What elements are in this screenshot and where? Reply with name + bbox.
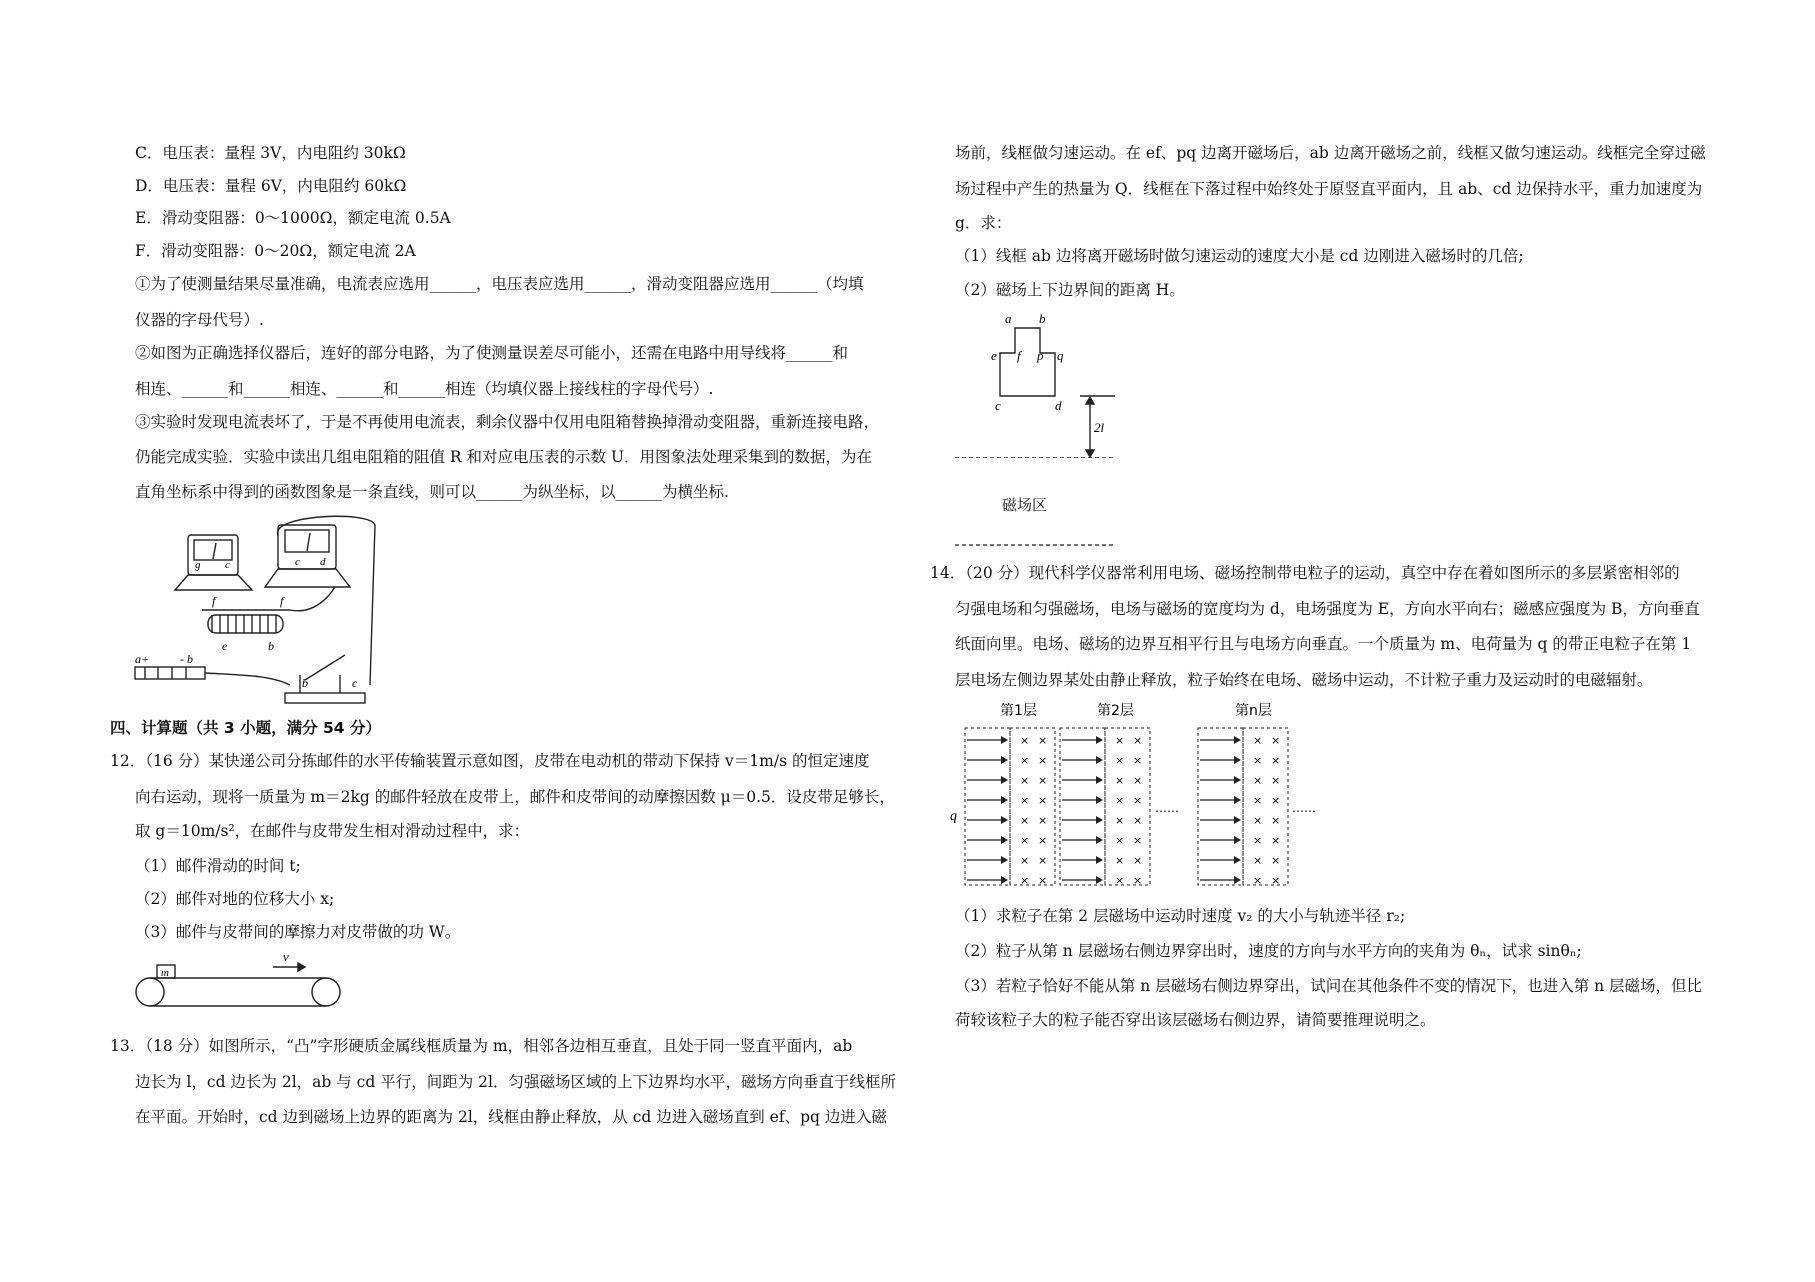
option-e: E．滑动变阻器：0～1000Ω，额定电流 0.5A: [135, 209, 451, 227]
field-arrow-head: [1001, 776, 1008, 784]
label-b2: b: [268, 639, 274, 653]
magnetic-cross: ×: [1115, 774, 1125, 787]
field-arrow-head: [1096, 756, 1103, 764]
voltmeter-base: [265, 569, 350, 587]
sub-question-3: ③实验时发现电流表坏了，于是不再使用电流表，剩余仪器中仅用电阻箱替换掉滑动变阻器，重新连接电路，: [135, 413, 880, 431]
magnetic-cross: ×: [1115, 754, 1125, 767]
layer-n-label: 第n层: [1235, 703, 1272, 719]
field-arrow-head: [1234, 876, 1241, 884]
label-d: d: [1055, 398, 1062, 413]
label-switch-b: b: [302, 676, 308, 690]
magnetic-cross: ×: [1115, 834, 1125, 847]
magnetic-cross: ×: [1020, 874, 1030, 887]
q14-part-1: （1）求粒子在第 2 层磁场中运动时速度 v₂ 的大小与轨迹半径 r₂;: [955, 907, 1406, 925]
magnetic-cross: ×: [1271, 794, 1281, 807]
conveyor-belt-figure: [133, 950, 348, 1010]
rheostat-coil: [208, 615, 283, 633]
magnetic-cross: ×: [1038, 834, 1048, 847]
field-arrow-head: [1001, 796, 1008, 804]
q14-part-2: （2）粒子从第 n 层磁场右侧边界穿出时，速度的方向与水平方向的夹角为 θₙ，试求 sinθₙ;: [955, 942, 1582, 960]
field-arrow-head: [1001, 876, 1008, 884]
magnetic-cross: ×: [1271, 874, 1281, 887]
label-e: e: [991, 348, 997, 363]
q12-part-3: （3）邮件与皮带间的摩擦力对皮带做的功 W。: [135, 923, 461, 941]
right-column: [920, 0, 1815, 1282]
wire-loop: [278, 516, 375, 685]
q12-line-1: 12．（16 分）某快递公司分拣邮件的水平传输装置示意如图，皮带在电动机的带动下保持 v＝1m/s 的恒定速度: [110, 752, 870, 770]
label-p: p: [1037, 348, 1044, 363]
magnetic-cross: ×: [1038, 874, 1048, 887]
magnetic-cross: ×: [1253, 834, 1263, 847]
q12-line-3: 取 g＝10m/s²，在邮件与皮带发生相对滑动过程中，求：: [135, 822, 530, 840]
q13-line-2: 边长为 l，cd 边长为 2l，ab 与 cd 平行，间距为 2l．匀强磁场区域的上下边界均水平，磁场方向垂直于线框所: [135, 1073, 896, 1091]
magnetic-cross: ×: [1020, 834, 1030, 847]
field-arrow-head: [1234, 736, 1241, 744]
switch-base: [285, 693, 365, 703]
layer-2-magnetic-field: [1105, 728, 1150, 885]
label-d: d: [320, 556, 326, 568]
label-m: m: [161, 967, 169, 979]
field-arrow-head: [1234, 836, 1241, 844]
magnetic-cross: ×: [1020, 814, 1030, 827]
field-arrow-head: [1234, 856, 1241, 864]
sub-question-3-cont2: 直角坐标系中得到的函数图象是一条直线，则可以______为纵坐标，以______为横坐标.: [135, 483, 729, 501]
q12-line-2: 向右运动，现将一质量为 m＝2kg 的邮件轻放在皮带上，邮件和皮带间的动摩擦因数 μ＝0.5．设皮带足够长，: [135, 788, 895, 806]
q12-part-1: （1）邮件滑动的时间 t;: [135, 857, 301, 875]
field-lower-boundary: [955, 543, 1115, 547]
magnetic-cross: ×: [1253, 794, 1263, 807]
option-c: C．电压表：量程 3V，内电阻约 30kΩ: [135, 144, 406, 162]
label-c: c: [995, 398, 1001, 413]
layer-1-label: 第1层: [1000, 703, 1037, 719]
field-arrow-head: [1234, 816, 1241, 824]
ammeter-base: [175, 575, 252, 590]
magnetic-cross: ×: [1253, 854, 1263, 867]
field-arrow-head: [1096, 856, 1103, 864]
section-title: 四、计算题（共 3 小题，满分 54 分）: [110, 719, 381, 737]
field-arrow-head: [1234, 776, 1241, 784]
label-f1: f: [212, 594, 216, 608]
ellipsis-1: ……: [1155, 801, 1179, 815]
magnetic-cross: ×: [1133, 734, 1143, 747]
field-arrow-head: [1234, 756, 1241, 764]
magnetic-cross: ×: [1133, 814, 1143, 827]
q12-part-2: （2）邮件对地的位移大小 x;: [135, 890, 335, 908]
field-arrow-head: [1096, 836, 1103, 844]
label-a: a: [1005, 311, 1012, 326]
magnetic-cross: ×: [1115, 874, 1125, 887]
label-b-minus: - b: [180, 652, 193, 666]
magnetic-cross: ×: [1133, 834, 1143, 847]
magnetic-cross: ×: [1271, 754, 1281, 767]
layer-n-magnetic-field: [1243, 728, 1288, 885]
q-label: q: [950, 809, 957, 824]
magnetic-cross: ×: [1020, 734, 1030, 747]
q13-line-1: 13．（18 分）如图所示，“凸”字形硬质金属线框质量为 m，相邻各边相互垂直，且处于同一竖直平面内，ab: [110, 1037, 853, 1055]
magnetic-cross: ×: [1253, 734, 1263, 747]
left-pulley: [136, 978, 164, 1006]
layer-2-label: 第2层: [1097, 703, 1134, 719]
magnetic-cross: ×: [1253, 874, 1263, 887]
q13-cont-1: 场前，线框做匀速运动。在 ef、pq 边离开磁场后，ab 边离开磁场之前，线框又做匀速运动。线框完全穿过磁: [955, 144, 1706, 162]
q13-line-3: 在平面。开始时，cd 边到磁场上边界的距离为 2l，线框由静止释放，从 cd 边进入磁场直到 ef、pq 边进入磁: [135, 1108, 887, 1126]
q13-cont-3: g．求：: [955, 214, 1012, 232]
circuit-figure: [130, 515, 380, 710]
q14-line-3: 纸面向里。电场、磁场的边界互相平行且与电场方向垂直。一个质量为 m、电荷量为 q 的带正电粒子在第 1: [955, 635, 1692, 653]
q14-line-1: 14．（20 分）现代科学仪器常利用电场、磁场控制带电粒子的运动，真空中存在着如图所示的多层紧密相邻的: [930, 564, 1680, 582]
magnetic-cross: ×: [1271, 854, 1281, 867]
label-v: v: [283, 950, 289, 964]
magnetic-cross: ×: [1038, 794, 1048, 807]
magnetic-cross: ×: [1115, 794, 1125, 807]
label-f2: f: [280, 594, 284, 608]
right-pulley: [312, 978, 340, 1006]
label-a-plus: a+: [135, 652, 150, 666]
label-b: b: [1039, 311, 1046, 326]
magnetic-cross: ×: [1020, 754, 1030, 767]
q13-part-1: （1）线框 ab 边将离开磁场时做匀速运动的速度大小是 cd 边刚进入磁场时的几倍;: [955, 247, 1524, 265]
sub-question-1-cont: 仪器的字母代号）.: [135, 311, 264, 329]
frame-figure: [955, 308, 1115, 458]
field-arrow-head: [1096, 816, 1103, 824]
layer-1-magnetic-field: [1010, 728, 1055, 885]
field-arrow-head: [1096, 776, 1103, 784]
layers-figure: [950, 700, 1320, 890]
magnetic-cross: ×: [1038, 754, 1048, 767]
magnetic-cross: ×: [1253, 814, 1263, 827]
label-c2: c: [295, 556, 300, 568]
field-arrow-head: [1001, 756, 1008, 764]
label-2l: 2l: [1094, 420, 1105, 435]
magnetic-cross: ×: [1020, 774, 1030, 787]
magnetic-cross: ×: [1133, 874, 1143, 887]
magnetic-cross: ×: [1133, 854, 1143, 867]
ellipsis-2: ……: [1292, 801, 1316, 815]
magnetic-cross: ×: [1133, 774, 1143, 787]
sub-question-2: ②如图为正确选择仪器后，连好的部分电路，为了使测量误差尽可能小，还需在电路中用导线将______和: [135, 344, 849, 362]
field-arrow-head: [1001, 736, 1008, 744]
field-arrow-head: [1096, 876, 1103, 884]
field-arrow-head: [1234, 796, 1241, 804]
magnetic-cross: ×: [1038, 734, 1048, 747]
q14-part-4: 荷较该粒子大的粒子能否穿出该层磁场右侧边界，请简要推理说明之。: [955, 1011, 1436, 1029]
sub-question-2-cont: 相连、______和______相连、______和______相连（均填仪器上接线柱的字母代号）.: [135, 380, 714, 398]
magnetic-cross: ×: [1020, 854, 1030, 867]
magnetic-cross: ×: [1271, 834, 1281, 847]
field-arrow-head: [1001, 836, 1008, 844]
sub-question-3-cont: 仍能完成实验．实验中读出几组电阻箱的阻值 R 和对应电压表的示数 U．用图象法处理采集到的数据，为在: [135, 448, 873, 466]
q14-line-2: 匀强电场和匀强磁场，电场与磁场的宽度均为 d，电场强度为 E，方向水平向右；磁感应强度为 B，方向垂直: [955, 600, 1700, 618]
label-switch-c: c: [352, 676, 358, 690]
magnetic-cross: ×: [1133, 794, 1143, 807]
field-arrow-head: [1096, 796, 1103, 804]
label-f: f: [1017, 348, 1021, 363]
field-arrow-head: [1001, 816, 1008, 824]
label-q: q: [1057, 348, 1064, 363]
q14-line-4: 层电场左侧边界某处由静止释放，粒子始终在电场、磁场中运动，不计粒子重力及运动时的电磁辐射。: [955, 671, 1653, 689]
magnetic-cross: ×: [1271, 774, 1281, 787]
label-g: g: [195, 559, 201, 571]
magnetic-cross: ×: [1038, 774, 1048, 787]
magnetic-cross: ×: [1253, 754, 1263, 767]
field-arrow-head: [1001, 856, 1008, 864]
q13-cont-2: 场过程中产生的热量为 Q．线框在下落过程中始终处于原竖直平面内，且 ab、cd 边保持水平，重力加速度为: [955, 180, 1703, 198]
magnetic-cross: ×: [1271, 734, 1281, 747]
field-region-label: 磁场区: [1002, 496, 1048, 514]
magnetic-cross: ×: [1020, 794, 1030, 807]
q14-part-3: （3）若粒子恰好不能从第 n 层磁场右侧边界穿出，试问在其他条件不变的情况下，也进入第 n 层磁场，但比: [955, 977, 1703, 995]
label-c1: c: [225, 559, 230, 571]
field-arrow-head: [1096, 736, 1103, 744]
magnetic-cross: ×: [1038, 854, 1048, 867]
option-f: F．滑动变阻器：0～20Ω，额定电流 2A: [135, 242, 416, 260]
sub-question-1: ①为了使测量结果尽量准确，电流表应选用______，电压表应选用______，滑动变阻器应选用______（均填: [135, 275, 864, 293]
magnetic-cross: ×: [1115, 814, 1125, 827]
option-d: D．电压表：量程 6V，内电阻约 60kΩ: [135, 177, 407, 195]
magnetic-cross: ×: [1253, 774, 1263, 787]
magnetic-cross: ×: [1271, 814, 1281, 827]
magnetic-cross: ×: [1115, 854, 1125, 867]
magnetic-cross: ×: [1038, 814, 1048, 827]
tu-frame: [1000, 328, 1055, 396]
magnetic-cross: ×: [1115, 734, 1125, 747]
magnetic-cross: ×: [1133, 754, 1143, 767]
q13-part-2: （2）磁场上下边界间的距离 H。: [955, 281, 1185, 299]
label-e: e: [222, 639, 228, 653]
